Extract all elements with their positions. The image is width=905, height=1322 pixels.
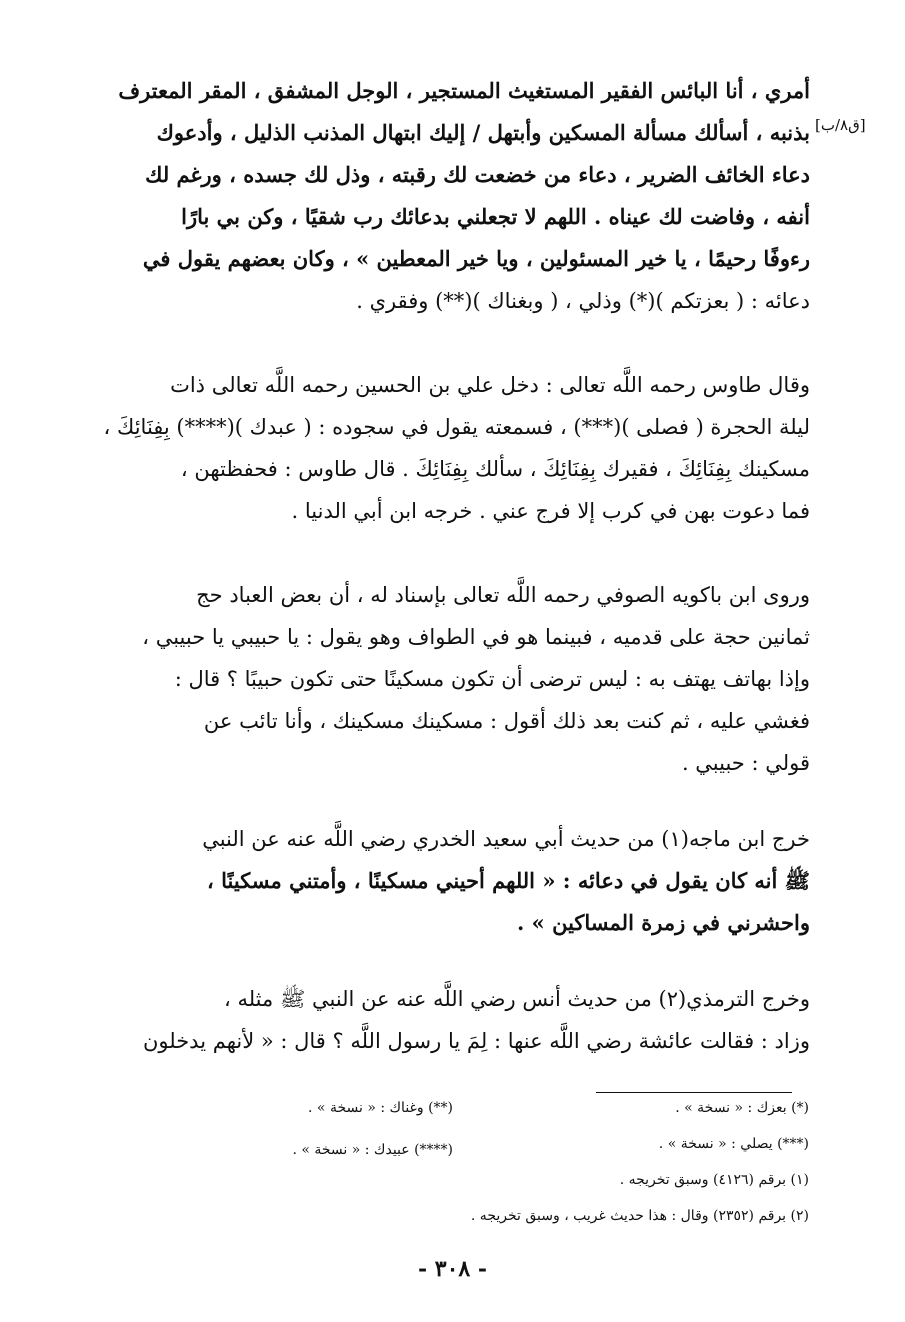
paragraph-5 <box>88 978 810 1062</box>
text-line: أمري ، أنا البائس الفقير المستغيث المستجير ، الوجل المشفق ، المقر المعترف <box>118 78 810 103</box>
text-line: بذنبه ، أسألك مسألة المسكين وأبتهل / إليك ابتهال المذنب الذليل ، وأدعوك <box>156 120 810 145</box>
text-line: فغشي عليه ، ثم كنت بعد ذلك أقول : مسكينك مسكينك ، وأنا تائب عن <box>203 709 810 733</box>
footnote-2: (٢) برقم (٢٣٥٢) وقال : هذا حديث غريب ، وسبق تخريجه . <box>470 1208 809 1224</box>
manuscript-folio-note: [ق٨/ب] <box>815 116 866 134</box>
footnote-divider <box>596 1092 792 1093</box>
text-line: وزاد : فقالت عائشة رضي اللَّه عنها : لِمَ يا رسول اللَّه ؟ قال : « لأنهم يدخلون <box>142 1029 810 1053</box>
text-line: ثمانين حجة على قدميه ، فبينما هو في الطواف وهو يقول : يا حبيبي يا حبيبي ، <box>142 625 810 649</box>
text-line: أنفه ، وفاضت لك عيناه . اللهم لا تجعلني بدعائك رب شقيًا ، وكن بي بارًا <box>181 204 810 229</box>
text-line: وإذا بهاتف يهتف به : ليس ترضى أن تكون مسكينًا حتى تكون حبيبًا ؟ قال : <box>174 667 810 691</box>
text-line: قولي : حبيبي . <box>681 751 810 775</box>
text-line: وخرج الترمذي(٢) من حديث أنس رضي اللَّه عنه عن النبي ﷺ مثله ، <box>224 987 810 1011</box>
text-line: دعاء الخائف الضرير ، دعاء من خضعت لك رقبته ، وذل لك جسده ، ورغم لك <box>145 162 810 187</box>
paragraph-2 <box>88 364 810 532</box>
paragraph-1 <box>88 70 810 322</box>
footnote-asterisk-3: (***) يصلي : « نسخة » . <box>658 1136 809 1152</box>
text-line: فما دعوت بهن في كرب إلا فرج عني . خرجه ابن أبي الدنيا . <box>291 499 810 523</box>
text-line: مسكينك بِفِنَائِكَ ، فقيرك بِفِنَائِكَ ، سألك بِفِنَائِكَ . قال طاوس : فحفظتهن ، <box>180 457 810 481</box>
text-line: وروى ابن باكويه الصوفي رحمه اللَّه تعالى بإسناد له ، أن بعض العباد حج <box>196 583 810 607</box>
paragraph-3 <box>88 574 810 784</box>
text-line: وقال طاوس رحمه اللَّه تعالى : دخل علي بن الحسين رحمه اللَّه تعالى ذات <box>170 373 810 397</box>
footnote-asterisk-4: (****) عبيدك : « نسخة » . <box>292 1142 453 1158</box>
text-line: ليلة الحجرة ( فصلى )(***) ، فسمعته يقول في سجوده : ( عبدك )(****) بِفِنَائِكَ ، <box>103 415 810 439</box>
text-line: ﷺ أنه كان يقول في دعائه : « اللهم أحيني مسكينًا ، وأمتني مسكينًا ، <box>207 868 810 893</box>
text-line: واحشرني في زمرة المساكين » . <box>517 910 810 935</box>
paragraph-4 <box>88 818 810 944</box>
footnote-1: (١) برقم (٤١٢٦) وسبق تخريجه . <box>619 1172 809 1188</box>
footnote-asterisk-1: (*) بعزك : « نسخة » . <box>675 1100 809 1116</box>
text-line: دعائه : ( بعزتكم )(*) وذلي ، ( وبغناك )(**) وفقري . <box>356 289 810 313</box>
text-line: رءوفًا رحيمًا ، يا خير المسئولين ، ويا خير المعطين » ، وكان بعضهم يقول في <box>142 246 810 271</box>
text-line: خرج ابن ماجه(١) من حديث أبي سعيد الخدري رضي اللَّه عنه عن النبي <box>202 827 810 851</box>
footnote-asterisk-2: (**) وغناك : « نسخة » . <box>308 1100 453 1116</box>
page-number: - ٣٠٨ - <box>417 1256 488 1282</box>
